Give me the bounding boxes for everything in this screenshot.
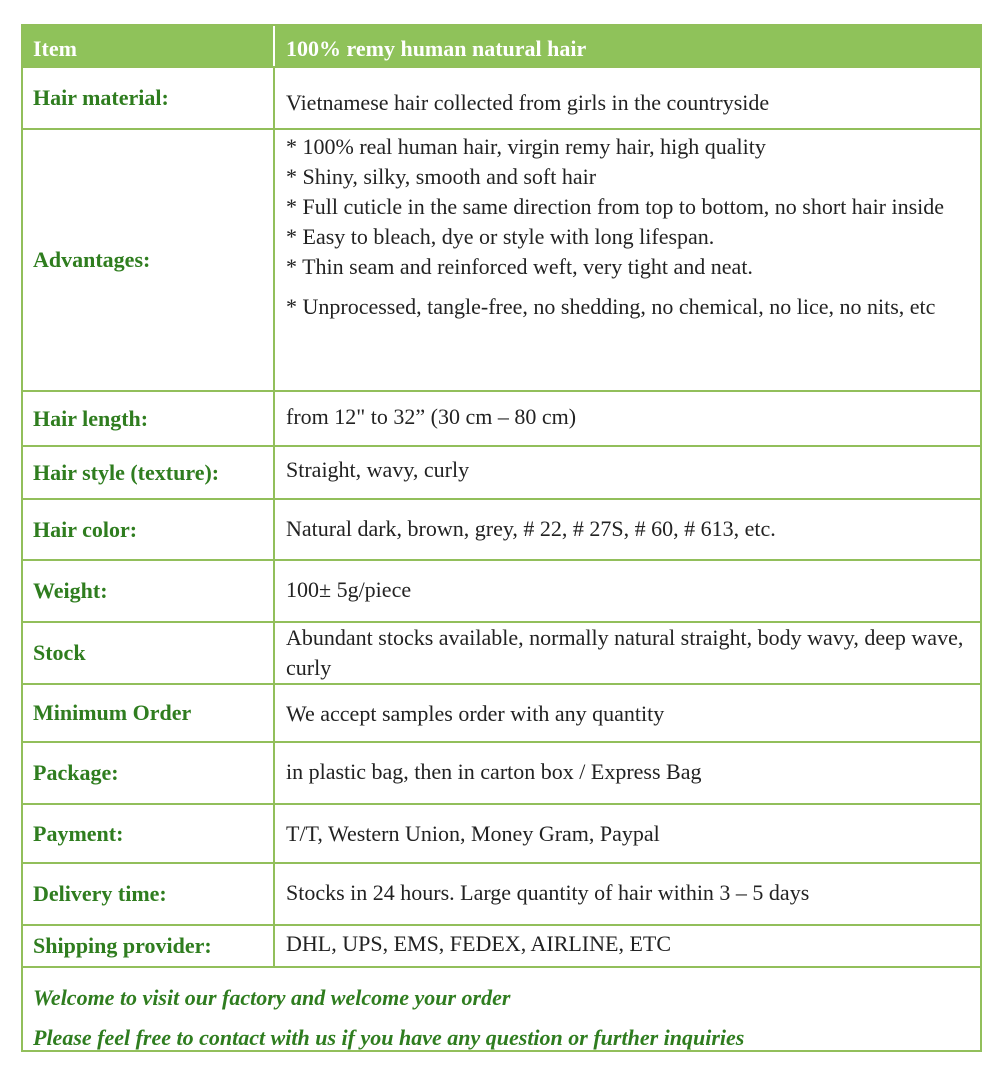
welcome-text: Welcome to visit our factory and welcome your order bbox=[33, 985, 511, 1010]
value-line: * Shiny, silky, smooth and soft hair bbox=[286, 164, 597, 189]
value-line: * Thin seam and reinforced weft, very tight and neat. bbox=[286, 254, 753, 279]
row-label: Payment: bbox=[23, 805, 275, 862]
product-spec-table bbox=[21, 24, 982, 1052]
row-label: Hair color: bbox=[23, 500, 275, 559]
table-row-delivery-time bbox=[23, 864, 980, 926]
value-line: Abundant stocks available, normally natural straight, body wavy, deep wave, curly bbox=[286, 625, 964, 680]
table-row-minimum-order bbox=[23, 685, 980, 743]
value-line: We accept samples order with any quantity bbox=[286, 701, 665, 726]
value-line: Natural dark, brown, grey, # 22, # 27S, # 60, # 613, etc. bbox=[286, 516, 776, 541]
value-line: Straight, wavy, curly bbox=[286, 457, 470, 482]
row-value bbox=[275, 447, 980, 498]
row-label: Delivery time: bbox=[23, 864, 275, 924]
table-row-hair-style bbox=[23, 447, 980, 500]
row-value bbox=[275, 500, 980, 559]
row-value bbox=[275, 623, 980, 683]
value-line: 100± 5g/piece bbox=[286, 577, 412, 602]
row-value bbox=[275, 926, 980, 966]
row-label: Package: bbox=[23, 743, 275, 803]
header-item-label: Item bbox=[23, 26, 275, 66]
value-line: * Full cuticle in the same direction from top to bottom, no short hair inside bbox=[286, 194, 945, 219]
table-row-shipping-provider bbox=[23, 926, 980, 968]
value-line: DHL, UPS, EMS, FEDEX, AIRLINE, ETC bbox=[286, 931, 672, 956]
row-value bbox=[275, 130, 980, 390]
row-label: Hair length: bbox=[23, 392, 275, 445]
row-label: Hair style (texture): bbox=[23, 447, 275, 498]
value-line: * Unprocessed, tangle-free, no shedding, no chemical, no lice, no nits, etc bbox=[286, 294, 936, 319]
row-value bbox=[275, 392, 980, 445]
row-label: Stock bbox=[23, 623, 275, 683]
row-value bbox=[275, 561, 980, 621]
value-line: T/T, Western Union, Money Gram, Paypal bbox=[286, 821, 660, 846]
row-value bbox=[275, 68, 980, 128]
value-line: Stocks in 24 hours. Large quantity of hair within 3 – 5 days bbox=[286, 880, 810, 905]
row-value bbox=[275, 864, 980, 924]
table-row-package bbox=[23, 743, 980, 805]
row-value bbox=[275, 743, 980, 803]
row-value bbox=[275, 685, 980, 741]
table-row-hair-material bbox=[23, 68, 980, 130]
table-row-hair-color bbox=[23, 500, 980, 561]
value-line: from 12" to 32” (30 cm – 80 cm) bbox=[286, 404, 577, 429]
row-label: Minimum Order bbox=[23, 685, 275, 741]
value-line: Vietnamese hair collected from girls in the countryside bbox=[286, 90, 770, 115]
row-label: Hair material: bbox=[23, 68, 275, 128]
value-line: * Easy to bleach, dye or style with long lifespan. bbox=[286, 224, 715, 249]
value-line: * 100% real human hair, virgin remy hair, high quality bbox=[286, 134, 766, 159]
row-label: Advantages: bbox=[23, 130, 275, 390]
row-label: Weight: bbox=[23, 561, 275, 621]
table-row-payment bbox=[23, 805, 980, 864]
table-header bbox=[23, 26, 980, 68]
table-row-weight bbox=[23, 561, 980, 623]
table-row-stock bbox=[23, 623, 980, 685]
table-row-hair-length bbox=[23, 392, 980, 447]
footer-message bbox=[23, 968, 980, 1050]
row-label: Shipping provider: bbox=[23, 926, 275, 966]
table-row-advantages bbox=[23, 130, 980, 392]
header-item-value: 100% remy human natural hair bbox=[286, 36, 587, 61]
contact-text: Please feel free to contact with us if you have any question or further inquiries bbox=[33, 1025, 745, 1050]
row-value bbox=[275, 805, 980, 862]
value-line: in plastic bag, then in carton box / Express Bag bbox=[286, 759, 702, 784]
